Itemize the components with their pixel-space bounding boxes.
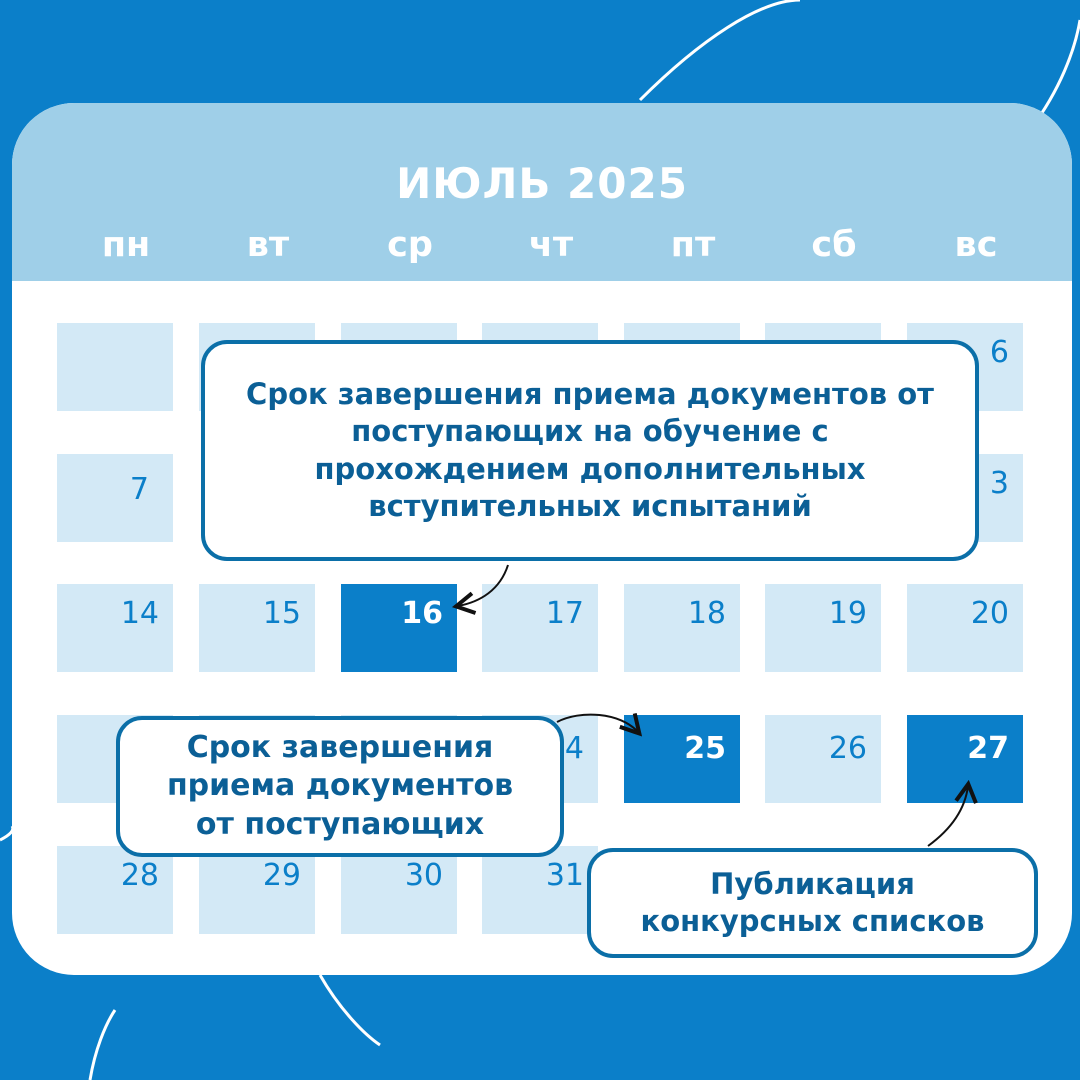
day-cell-15: 15 <box>199 584 315 672</box>
day-cell-16-highlighted: 16 <box>341 584 457 672</box>
day-cell-17: 17 <box>482 584 598 672</box>
day-cell-empty <box>57 323 173 411</box>
callout-deadline-additional-exams: Срок завершения приема документов от поступающих на обучение с прохождением дополнительных вступительных испытаний <box>201 340 979 561</box>
weekday-sat: сб <box>811 225 857 265</box>
weekday-tue: вт <box>246 225 290 265</box>
weekday-mon: пн <box>101 225 151 265</box>
day-cell-31: 31 <box>482 846 598 934</box>
day-cell-13: 3 <box>907 454 1023 542</box>
day-cell-24: 4 <box>482 715 598 803</box>
callout-competition-lists: Публикация конкурсных списков <box>587 848 1038 958</box>
callout-deadline-documents: Срок завершения приема документов от поступающих <box>116 716 564 857</box>
day-cell-28: 28 <box>57 846 173 934</box>
calendar-header <box>12 103 1072 281</box>
weekday-thu: чт <box>528 225 574 265</box>
day-cell-6: 6 <box>907 323 1023 411</box>
day-cell-25-highlighted: 25 <box>624 715 740 803</box>
day-cell-29: 29 <box>199 846 315 934</box>
day-cell-19: 19 <box>765 584 881 672</box>
day-cell-27-highlighted: 27 <box>907 715 1023 803</box>
weekday-fri: пт <box>670 225 716 265</box>
day-cell-20: 20 <box>907 584 1023 672</box>
day-cell-14: 14 <box>57 584 173 672</box>
day-cell-18: 18 <box>624 584 740 672</box>
weekday-sun: вс <box>954 225 998 265</box>
weekday-wed: ср <box>387 225 433 265</box>
day-cell-26: 26 <box>765 715 881 803</box>
day-cell-7: 7 <box>57 454 173 542</box>
day-cell-30: 30 <box>341 846 457 934</box>
month-title: ИЮЛЬ 2025 <box>396 159 688 208</box>
